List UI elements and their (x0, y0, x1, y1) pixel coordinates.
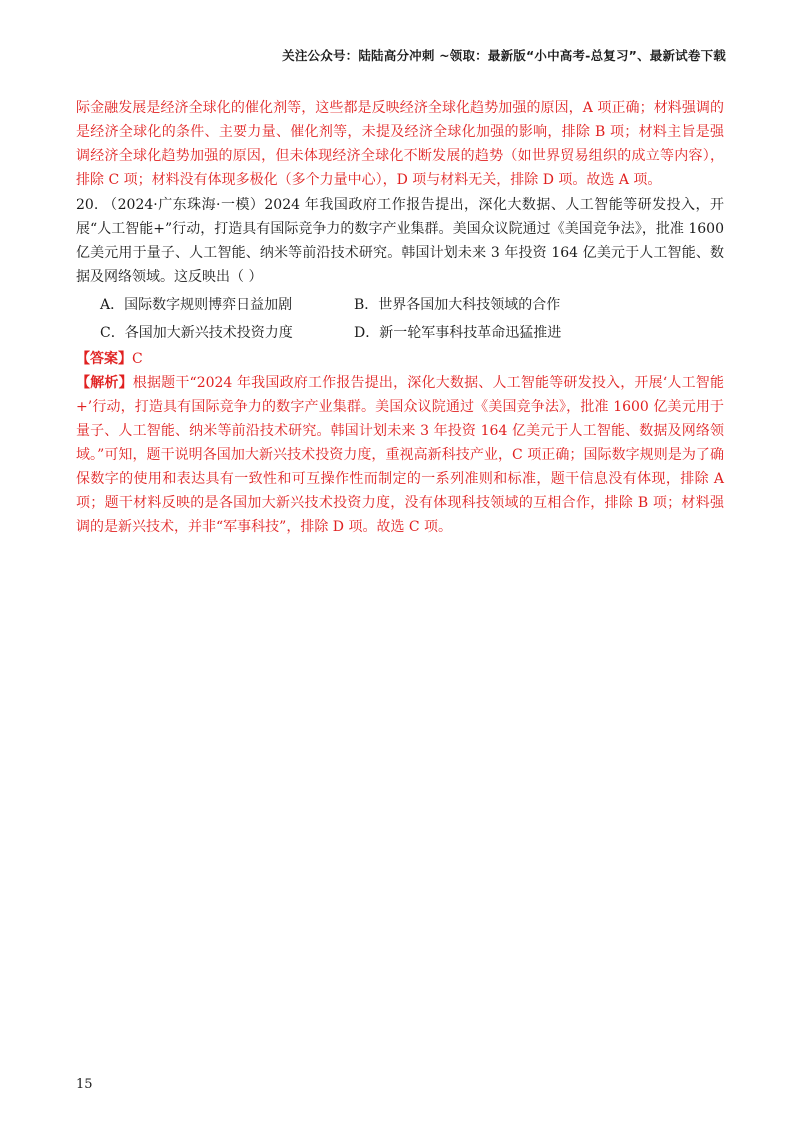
option-d: D．新一轮军事科技革命迅猛推进 (354, 325, 562, 341)
question-stem: 20. （2024·广东珠海·一模）2024 年我国政府工作报告提出，深化大数据、人工智能等研发投入，开展“人工智能+”行动，打造具有国际竞争力的数字产业集群。美国众议院通过《美国竞争法》，批准 1600 亿美元用于量子、人工智能、纳米等前沿技术研究。韩国计划未来 3 年投资 164 亿美元于人工智能、数据及网络领域。这反映出（ ） (76, 197, 724, 285)
analysis-text: 根据题干“2024 年我国政府工作报告提出，深化大数据、人工智能等研发投入，开展‘人工智能+’行动，打造具有国际竞争力的数字产业集群。美国众议院通过《美国竞争法》，批准 1600 亿美元用于量子、人工智能、纳米等前沿技术研究。韩国计划未来 3 年投资 164 亿美元于人工智能、数据及网络领域。”可知，题干说明各国加大新兴技术投资力度，重视高新科技产业，C 项正确；国际数字规则是为了确保数字的使用和表达具有一致性和可互操作性而制定的一系列准则和标准，题干信息没有体现，排除 A 项；题干材料反映的是各国加大新兴技术投资力度，没有体现科技领域的互相合作，排除 B 项；材料强调的是新兴技术，并非“军事科技”，排除 D 项。故选 C 项。 (76, 375, 725, 535)
analysis-label: 【解析】 (76, 375, 133, 391)
page-number: 15 (76, 1077, 93, 1092)
analysis-paragraph (76, 371, 724, 539)
previous-analysis-text: 际金融发展是经济全球化的催化剂等，这些都是反映经济全球化趋势加强的原因，A 项正确；材料强调的是经济全球化的条件、主要力量、催化剂等，未提及经济全球化加强的影响，排除 B 项；材料主旨是强调经济全球化趋势加强的原因，但未体现经济全球化不断发展的趋势（如世界贸易组织的成立等内容），排除 C 项；材料没有体现多极化（多个力量中心），D 项与材料无关，排除 D 项。故选 A 项。 (76, 100, 724, 188)
option-c: C．各国加大新兴技术投资力度 (100, 325, 293, 341)
option-b: B．世界各国加大科技领域的合作 (354, 297, 561, 313)
question-options (100, 295, 724, 343)
answer-label: 【答案】 (76, 351, 132, 367)
page-header: 关注公众号：陆陆高分冲刺 ~领取：最新版“小中高考-总复习”、最新试卷下载 (282, 48, 726, 63)
document-body (76, 96, 724, 539)
answer-line (76, 347, 724, 371)
answer-value: C (132, 351, 143, 367)
option-a: A．国际数字规则博弈日益加剧 (100, 297, 293, 313)
